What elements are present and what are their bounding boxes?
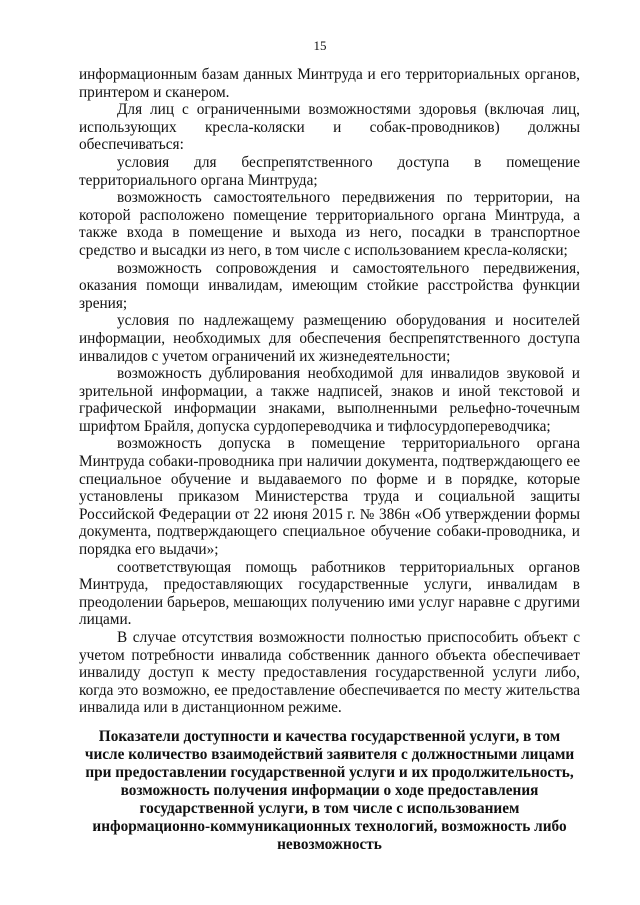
- document-body: [79, 66, 580, 717]
- paragraph: возможность сопровождения и самостоятельного передвижения, оказания помощи инвалидам, имеющим стойкие расстройства функции зрения;: [79, 259, 580, 312]
- page-number: 15: [313, 38, 327, 53]
- paragraph: В случае отсутствия возможности полностью приспособить объект с учетом потребности инвалида собственник данного объекта обеспечивает инвалиду доступ к месту предоставления государственной услуги либо, когда это возможно, ее предоставление обеспечивается по месту жительства инвалида или в дистанционном режиме.: [79, 629, 580, 717]
- paragraph: возможность дублирования необходимой для инвалидов звуковой и зрительной информации, а также надписей, знаков и иной текстовой и графической информации знаками, выполненными рельефно-точечным шрифтом Брайля, допуска сурдопереводчика и тифлосурдопереводчика;: [79, 365, 580, 435]
- paragraph: информационным базам данных Минтруда и его территориальных органов, принтером и сканером.: [79, 66, 580, 101]
- section-heading: Показатели доступности и качества государственной услуги, в том числе количество взаимодействий заявителя с должностными лицами при предоставлении государственной услуги и их продолжительность, возможность получения информации о ходе предоставления государственной услуги, в том числе с использованием информационно-коммуникационных технологий, возможность либо невозможность: [84, 728, 575, 853]
- paragraph: соответствующая помощь работников территориальных органов Минтруда, предоставляющих государственные услуги, инвалидам в преодолении барьеров, мешающих получению ими услуг наравне с другими лицами.: [79, 558, 580, 629]
- paragraph: Для лиц с ограниченными возможностями здоровья (включая лиц, использующих кресла-коляски и собак-проводников) должны обеспечиваться:: [79, 101, 580, 154]
- paragraph: возможность самостоятельного передвижения по территории, на которой расположено помещение территориального органа Минтруда, а также входа в помещение и выхода из него, посадки в транспортное средство и высадки из него, в том числе с использованием кресла-коляски;: [79, 189, 580, 259]
- paragraph: условия для беспрепятственного доступа в помещение территориального органа Минтруда;: [79, 153, 580, 189]
- paragraph: возможность допуска в помещение территориального органа Минтруда собаки-проводника при наличии документа, подтверждающего ее специальное обучение и выдаваемого по форме и в порядке, которые установлены приказом Министерства труда и социальной защиты Российской Федерации от 22 июня 2015 г. № 386н «Об утверждении формы документа, подтверждающего специальное обучение собаки-проводника, и порядка его выдачи»;: [79, 435, 580, 559]
- paragraph: условия по надлежащему размещению оборудования и носителей информации, необходимых для обеспечения беспрепятственного доступа инвалидов с учетом ограничений их жизнедеятельности;: [79, 312, 580, 365]
